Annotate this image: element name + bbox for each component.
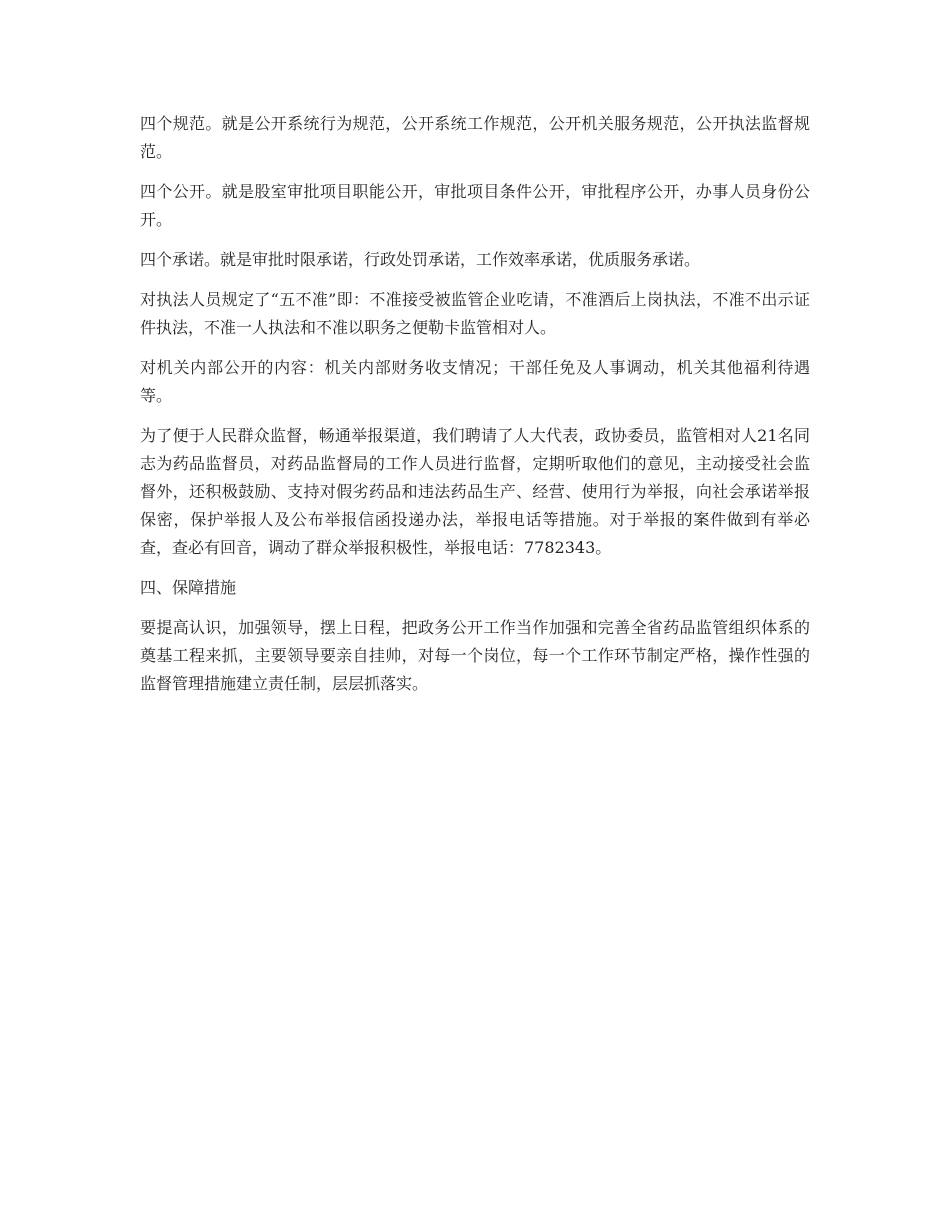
paragraph-safeguard-measures: 要提高认识，加强领导，摆上日程，把政务公开工作当作加强和完善全省药品监管组织体系的奠基工程来抓，主要领导要亲自挂帅，对每一个岗位，每一个工作环节制定严格，操作性强的监督管理措施建立责任制，层层抓落实。 (140, 618, 810, 693)
paragraph-public-supervision: 为了便于人民群众监督，畅通举报渠道，我们聘请了人大代表，政协委员，监管相对人21名同志为药品监督员，对药品监督局的工作人员进行监督，定期听取他们的意见，主动接受社会监督外，还积极鼓励、支持对假劣药品和违法药品生产、经营、使用行为举报，向社会承诺举报保密，保护举报人及公布举报信函投递办法，举报电话等措施。对于举报的案件做到有举必查，查必有回音，调动了群众举报积极性，举报电话：7782343。 (140, 426, 810, 557)
paragraph-internal-disclosure: 对机关内部公开的内容：机关内部财务收支情况；干部任免及人事调动，机关其他福利待遇等。 (140, 358, 810, 405)
paragraph-four-disclosures: 四个公开。就是股室审批项目职能公开，审批项目条件公开，审批程序公开，办事人员身份公开。 (140, 182, 810, 229)
paragraph-four-commitments: 四个承诺。就是审批时限承诺，行政处罚承诺，工作效率承诺，优质服务承诺。 (140, 250, 701, 269)
document-body (140, 110, 810, 710)
paragraph-five-prohibitions: 对执法人员规定了“五不准”即：不准接受被监管企业吃请，不准酒后上岗执法，不准不出示证件执法，不准一人执法和不准以职务之便勒卡监管相对人。 (140, 290, 810, 337)
paragraph-four-norms: 四个规范。就是公开系统行为规范，公开系统工作规范，公开机关服务规范，公开执法监督规范。 (140, 114, 810, 161)
section-heading-safeguards: 四、保障措施 (140, 578, 237, 597)
